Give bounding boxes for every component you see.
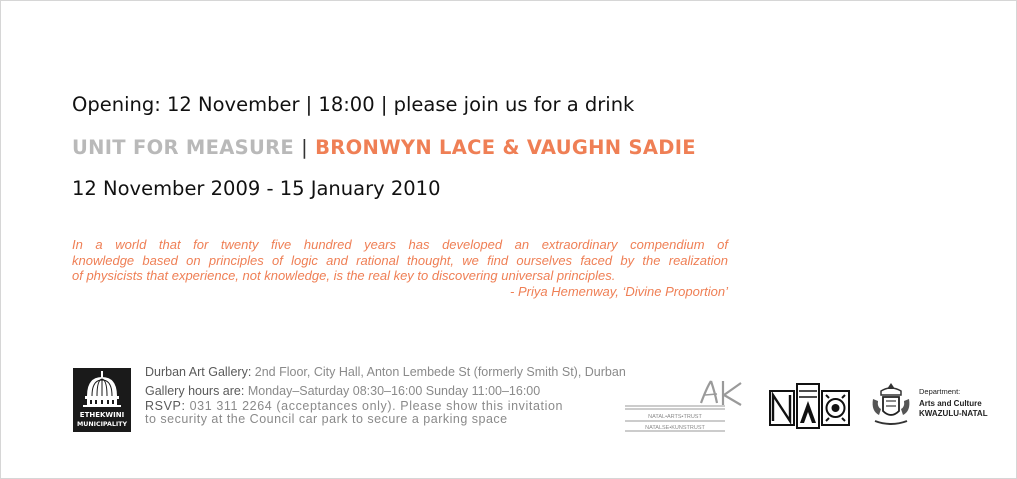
title-separator: | xyxy=(301,136,309,159)
rsvp-line xyxy=(145,400,626,413)
quote-attribution: - Priya Hemenway, ‘Divine Proportion’ xyxy=(510,283,728,299)
province-name: KWAZULU-NATAL xyxy=(919,409,988,418)
quote-line: knowledge based on principles of logic and rational thought, we find ourselves faced by the realization xyxy=(72,252,728,268)
venue-address: 2nd Floor, City Hall, Anton Lembede St (formerly Smith St), Durban xyxy=(254,365,626,379)
venue-label: Durban Art Gallery: xyxy=(145,365,252,379)
ethekwini-logo xyxy=(73,368,131,432)
quote-block xyxy=(72,237,728,299)
ak-monogram-icon xyxy=(623,373,745,433)
hours-text: Monday–Saturday 08:30–16:00 Sunday 11:00–16:00 xyxy=(247,383,541,398)
logo-text: NATAL•ARTS•TRUST xyxy=(648,414,702,420)
exhibition-title xyxy=(72,136,696,159)
city-hall-dome-icon xyxy=(73,368,131,432)
exhibition-dates: 12 November 2009 - 15 January 2010 xyxy=(72,177,441,200)
quote-line: In a world that for twenty five hundred years has developed an extraordinary compendium of xyxy=(72,237,728,252)
logo-text: NATALSE•KUNSTRUST xyxy=(645,425,705,431)
artist-names: BRONWYN LACE & VAUGHN SADIE xyxy=(315,136,696,159)
venue-info xyxy=(145,363,626,426)
logo-text: MUNICIPALITY xyxy=(76,421,128,428)
hours-line xyxy=(145,382,626,401)
exhibition-name: UNIT FOR MEASURE xyxy=(72,136,295,159)
coat-of-arms-icon xyxy=(867,381,915,429)
rsvp-text: 031 311 2264 (acceptances only). Please show this invitation xyxy=(189,399,564,413)
nac-pattern-icon xyxy=(769,383,851,429)
rsvp-label: RSVP: xyxy=(145,399,186,413)
hours-label: Gallery hours are: xyxy=(145,383,245,398)
rsvp-line-2: to security at the Council car park to secure a parking space xyxy=(145,411,508,426)
department-label: Department: xyxy=(919,387,961,396)
kzn-department-text xyxy=(919,387,988,418)
nac-logo xyxy=(769,383,851,429)
kzn-arts-culture-logo xyxy=(867,381,987,429)
venue-line xyxy=(145,363,626,382)
logo-text: ETHEKWINI xyxy=(79,411,125,419)
department-name: Arts and Culture xyxy=(919,399,982,408)
opening-line: Opening: 12 November | 18:00 | please join us for a drink xyxy=(72,93,635,116)
natal-arts-trust-logo xyxy=(623,373,745,433)
quote-line: of physicists that experience, not knowledge, is the real key to discovering universal principles. xyxy=(72,268,616,283)
